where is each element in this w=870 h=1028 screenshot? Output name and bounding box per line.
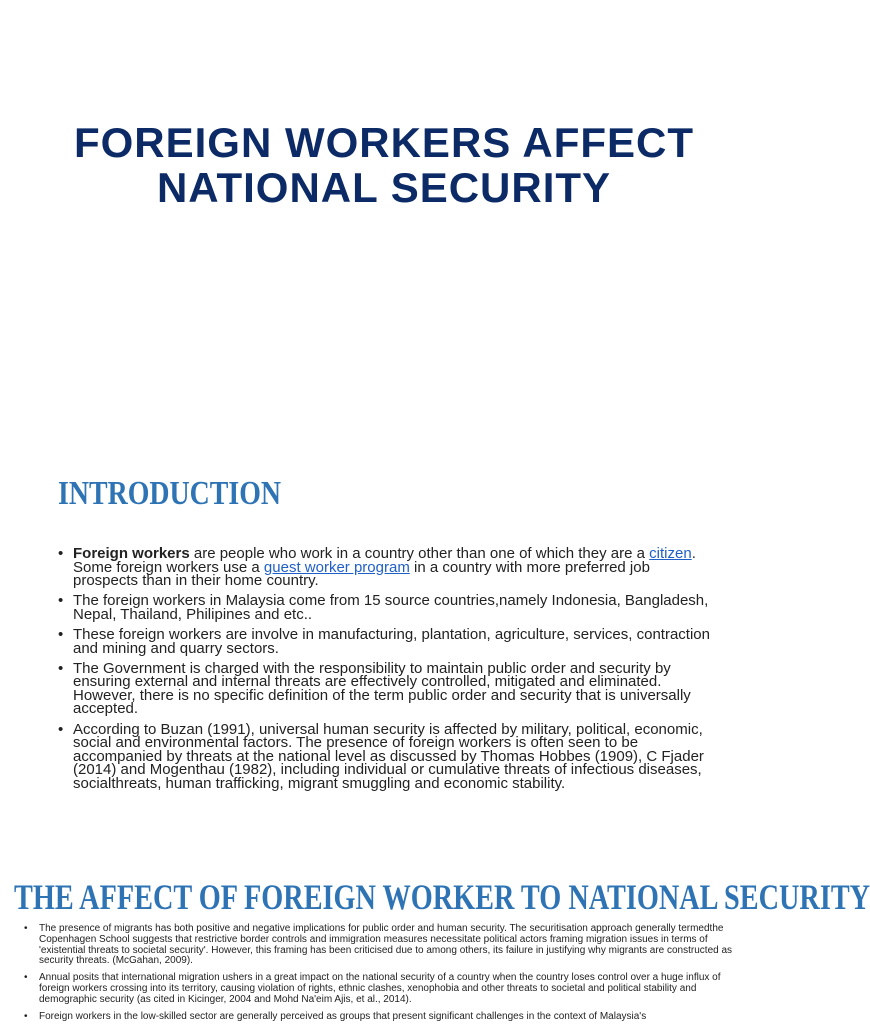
affect-bullet-1: • The presence of migrants has both positive and negative implications for public order and human security. The securitisation approach generally termedthe Copenhagen School suggests that restrictive border controls and immigration measures necessitate political actors framing migration issues in terms of 'existential threats to societal security'. However, this framing has been criticised due to among others, its failure in justifying why migrants are constructed as security threats. (McGahan, 2009). [22, 924, 742, 967]
intro-bullet-2: • The foreign workers in Malaysia come from 15 source countries,namely Indonesia, Bangladesh, Nepal, Thailand, Philipines and etc.. [56, 594, 716, 621]
introduction-bullet-list [56, 547, 716, 797]
guest-worker-program-link[interactable]: guest worker program [263, 558, 410, 576]
affect-bullet-list [22, 924, 742, 1028]
intro-bullet-1 [56, 547, 716, 588]
slide-title-line-2: NATIONAL SECURITY [156, 164, 612, 211]
slide-title [20, 120, 748, 210]
affect-bullet-3: • Foreign workers in the low-skilled sector are generally perceived as groups that present significant challenges in the context of Malaysia's [22, 1012, 742, 1023]
affect-bullet-2: • Annual posits that international migration ushers in a great impact on the national security of a country when the country loses control over a huge influx of foreign workers crossing into its territory, causing violation of rights, ethnic clashes, xenophobia and other threats to societal and political stability and demographic security (as cited in Kicinger, 2004 and Mohd Na'eim Ajis, et al., 2014). [22, 973, 742, 1005]
intro-bullet-1-text-b: . Some foreign workers use a [73, 545, 696, 576]
intro-bullet-5: • According to Buzan (1991), universal human security is affected by military, political, economic, social and environmental factors. The presence of foreign workers is often seen to be accompanied by threats at the national level as discussed by Thomas Hobbes (1909), C Fjader (2014) and Mogenthau (1982), including individual or cumulative threats of infectious diseases, socialthreats, human trafficking, migrant smuggling and economic stability. [56, 723, 716, 791]
citizen-link[interactable]: citizen [649, 545, 692, 562]
slide-title-line-1: FOREIGN WORKERS AFFECT [73, 119, 695, 166]
intro-bullet-4: • The Government is charged with the responsibility to maintain public order and security by ensuring external and internal threats are effectively controlled, mitigated and eliminated. However, there is no specific definition of the term public order and security that is universally accepted. [56, 662, 716, 716]
intro-bullet-1-text-c: in a country with more preferred job prospects than in their home country. [73, 558, 650, 590]
introduction-heading: INTRODUCTION [58, 475, 282, 512]
intro-bullet-1-text-a: are people who work in a country other than one of which they are a [189, 545, 650, 562]
intro-bullet-3: • These foreign workers are involve in manufacturing, plantation, agriculture, services, contraction and mining and quarry sectors. [56, 628, 716, 655]
affect-heading: THE AFFECT OF FOREIGN WORKER TO NATIONAL SECURITY [14, 877, 870, 917]
foreign-workers-term: Foreign workers [73, 545, 190, 562]
title-slide [0, 0, 768, 440]
